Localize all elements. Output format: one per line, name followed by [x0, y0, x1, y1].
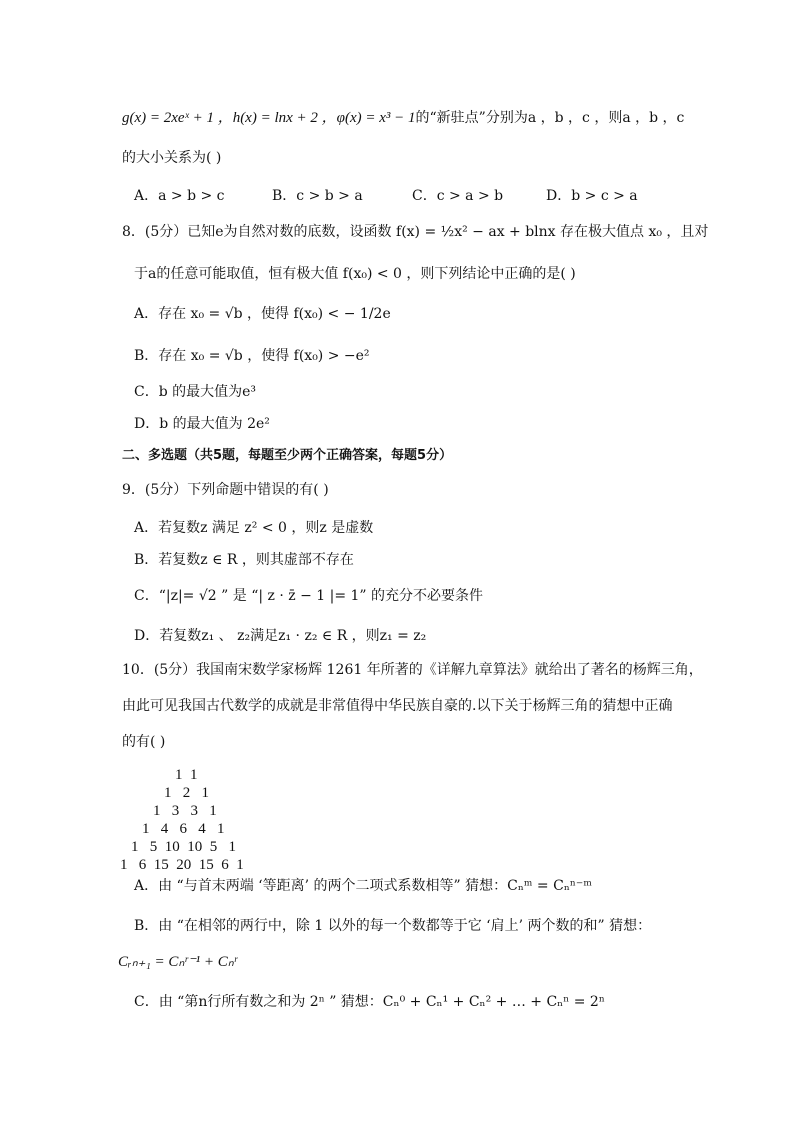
q10-line1: 10．(5分）我国南宋数学家杨辉 1261 年所著的《详解九章算法》就给出了著名的杨辉三角，: [122, 662, 703, 678]
triangle-row: 1 4 6 4 1: [142, 821, 225, 837]
q8-option-d: D．b 的最大值为 2e²: [134, 416, 270, 432]
q7-option-c: C．c > a > b: [412, 188, 504, 204]
section-heading: 二、多选题（共5题，每题至少两个正确答案，每题5分）: [122, 448, 453, 463]
q9-option-b: B．若复数z ∈ R ，则其虚部不存在: [134, 552, 354, 568]
q9-option-a: A．若复数z 满足 z² < 0 ，则z 是虚数: [134, 520, 374, 536]
triangle-row: 1 6 15 20 15 6 1: [120, 857, 244, 873]
q7-line1: [122, 108, 684, 128]
triangle-row: 1 1: [175, 767, 198, 783]
q10-line2: 由此可见我国古代数学的成就是非常值得中华民族自豪的.以下关于杨辉三角的猜想中正确: [122, 698, 673, 714]
triangle-row: 1 5 10 10 5 1: [131, 839, 236, 855]
q8-line1: 8．(5分）已知e为自然对数的底数，设函数 f(x) = ½x² − ax + blnx 存在极大值点 x₀ ，且对: [122, 224, 709, 240]
q10-option-b-line1: B．由 “在相邻的两行中，除 1 以外的每一个数都等于它 ‘肩上’ 两个数的和” 猜想：: [134, 918, 652, 934]
q9-stem: 9．(5分）下列命题中错误的有( ): [122, 482, 329, 498]
q10-option-c: C．由 “第n行所有数之和为 2ⁿ ” 猜想：Cₙ⁰ + Cₙ¹ + Cₙ² + … + Cₙⁿ = 2ⁿ: [134, 994, 605, 1010]
q9-option-c: C．“|z|= √2 ” 是 “| z · z̄ − 1 |= 1” 的充分不必要条件: [134, 588, 484, 604]
q7-option-a: A．a > b > c: [134, 188, 225, 204]
q8-option-b: B．存在 x₀ = √b ，使得 f(x₀) > −e²: [134, 348, 370, 364]
q10-option-a: A．由 “与首末两端 ‘等距离’ 的两个二项式系数相等” 猜想：Cₙᵐ = Cₙⁿ⁻ᵐ: [134, 878, 592, 894]
q10-line3: 的有( ): [122, 734, 166, 750]
q8-line2: 于a的任意可能取值，恒有极大值 f(x₀) < 0 ，则下列结论中正确的是( ): [134, 266, 576, 282]
q7-option-d: D．b > c > a: [546, 188, 638, 204]
q7-line1-text: 的“新驻点”分别为a ，b ，c ，则a ，b ，c: [415, 110, 685, 126]
q7-option-b: B．c > b > a: [272, 188, 363, 204]
q10-option-b-formula: Cᵣₙ₊₁ = Cₙʳ⁻¹ + Cₙʳ: [118, 954, 238, 970]
triangle-row: 1 2 1: [164, 785, 209, 801]
triangle-row: 1 3 3 1: [153, 803, 217, 819]
q9-option-d: D．若复数z₁ 、 z₂满足z₁ · z₂ ∈ R ，则z₁ = z₂: [134, 628, 427, 644]
q8-option-c: C．b 的最大值为e³: [134, 384, 257, 400]
q7-line2: 的大小关系为( ): [122, 150, 222, 166]
q8-option-a: A．存在 x₀ = √b ，使得 f(x₀) < − 1/2e: [134, 306, 391, 322]
q7-functions: g(x) = 2xeˣ + 1 ，h(x) = lnx + 2 ，φ(x) = x³ − 1: [122, 110, 416, 126]
